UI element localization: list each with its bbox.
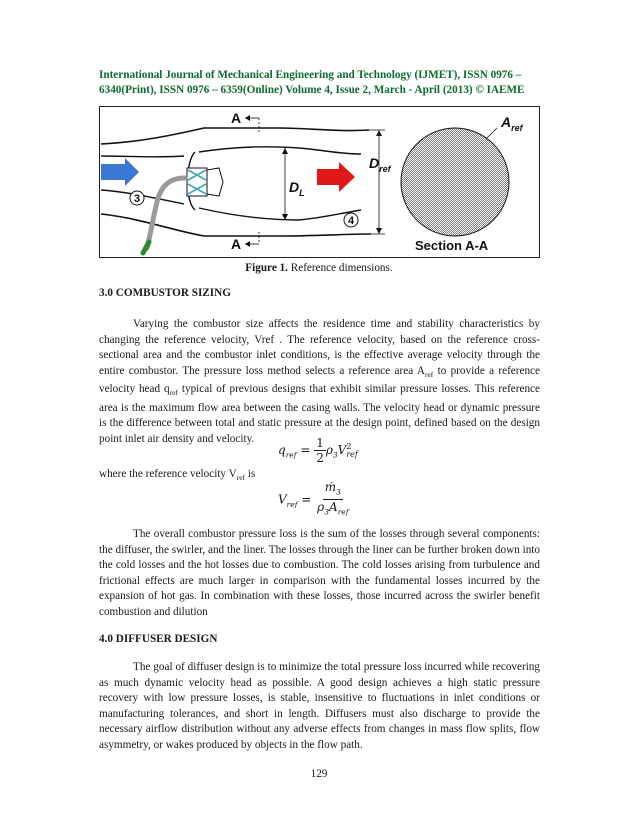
label-dl: $D_L$ bbox=[289, 179, 305, 198]
swirler bbox=[187, 168, 207, 196]
section-4-paragraph-1: The goal of diffuser design is to minimize the total pressure loss incurred while recovering as much dynamic velocity head as possible. A good design achieves a high static pressure recovery with low pressure losses, is stable, insensitive to fluctuations in inlet conditions or manufacturing tolerances, and short in length. Diffusers must also discharge to provide the necessary airflow distribution without any adverse effects from changes in mass flow splits, flow asymmetry, or wakes produced by objects in the flow path. bbox=[99, 661, 540, 751]
diffuser-top bbox=[101, 156, 184, 157]
section-4-heading: 4.0 DIFFUSER DESIGN bbox=[99, 633, 218, 645]
figure-caption bbox=[0, 262, 638, 274]
section-aa-circle bbox=[401, 128, 509, 236]
journal-header bbox=[99, 68, 544, 98]
caption-prefix: Figure 1. bbox=[245, 262, 288, 274]
where-text: where the reference velocity $V_{ref}$ is bbox=[99, 468, 256, 483]
reference-dimensions-figure bbox=[99, 106, 540, 258]
equation-1: $q_{ref}$ = $\frac{1}{2}$ $\rho_3V$ 2 ref bbox=[278, 436, 358, 465]
equation-2: $V_{ref}$ = $\frac{ṁ_3}{\rho_3A_{ref}}$ bbox=[278, 480, 349, 517]
label-aref: $A_{ref}$ bbox=[501, 114, 523, 133]
section-3-paragraph-1: Varying the combustor size affects the residence time and stability characteristics by changing the reference velocity, Vref . The reference velocity, based on the reference cross-sectional area and the combustor inlet conditions, is the effective average velocity through the entire combustor. The pressure loss method selects a reference area $A_{ref}$ to provide a reference velocity head $q_{ref}$ typical of previous designs that exhibit similar pressure losses. This reference area is the maximum flow area between the casing walls. The velocity head or dynamic pressure is the difference between total and static pressure at the design point, defined based on the design point inlet air density and velocity. bbox=[99, 318, 540, 445]
section-3-heading: 3.0 COMBUSTOR SIZING bbox=[99, 287, 231, 299]
label-a-top: A bbox=[231, 110, 242, 126]
station-3-label: 3 bbox=[133, 193, 141, 205]
label-dref: $D_{ref}$ bbox=[369, 155, 391, 174]
header-line-2: 6340(Print), ISSN 0976 – 6359(Online) Volume 4, Issue 2, March - April (2013) © IAEME bbox=[99, 84, 525, 96]
label-a-bottom: A bbox=[231, 236, 242, 252]
page-number: 129 bbox=[310, 768, 328, 780]
caption-text: Reference dimensions. bbox=[287, 262, 393, 274]
station-4-label: 4 bbox=[347, 215, 355, 227]
section-label: Section A-A bbox=[415, 238, 489, 253]
section-3-paragraph-2: The overall combustor pressure loss is the sum of the losses through several components: the diffuser, the swirler, and the liner. The losses through the liner can be further broken down into the cold losses and the hot losses due to combustion. The cold losses arising from turbulence and frictional effects are much larger in comparison with the fundamental losses incurred by the expansion of hot gas. In combination with these losses, those incurred across the swirler benefit combustion and dilution bbox=[99, 528, 540, 618]
header-line-1: International Journal of Mechanical Engineering and Technology (IJMET), ISSN 0976 – bbox=[99, 69, 522, 81]
